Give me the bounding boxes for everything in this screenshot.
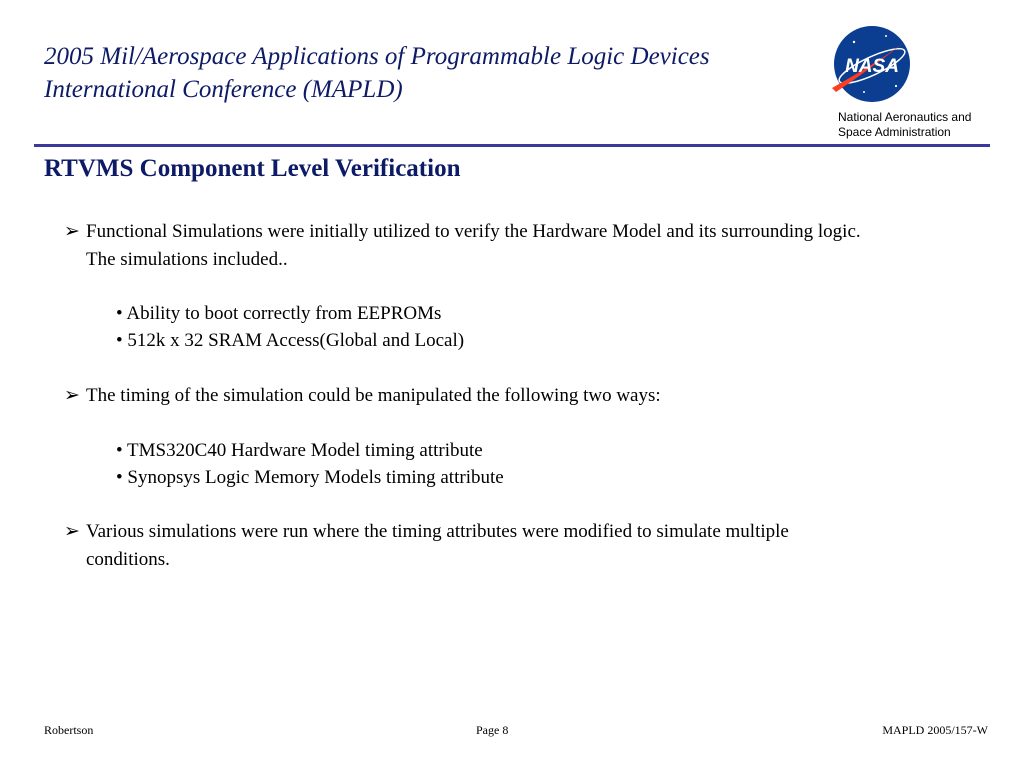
bullet-text: The timing of the simulation could be manipulated the following two ways:	[86, 385, 661, 406]
slide-title: RTVMS Component Level Verification	[44, 155, 461, 182]
bullet-item	[64, 518, 864, 574]
sub-bullet-item: • 512k x 32 SRAM Access(Global and Local)	[116, 330, 465, 351]
agency-name-line1: National Aeronautics and	[838, 110, 972, 124]
bullet-item	[64, 218, 864, 274]
arrow-bullet-icon: ➢	[64, 221, 80, 242]
sub-bullet-item: • Synopsys Logic Memory Models timing attribute	[116, 467, 504, 488]
arrow-bullet-icon: ➢	[64, 521, 80, 542]
footer-document-id: MAPLD 2005/157-W	[882, 723, 988, 737]
agency-name	[838, 110, 971, 140]
bullet-text: Functional Simulations were initially utilized to verify the Hardware Model and its surrounding logic. The simulations included..	[86, 221, 861, 270]
sub-bullet-item: • Ability to boot correctly from EEPROMs	[116, 303, 442, 324]
footer-author: Robertson	[44, 723, 94, 737]
nasa-logo-text: NASA	[845, 56, 899, 77]
conference-title	[44, 40, 802, 106]
footer-page-number: Page 8	[476, 723, 509, 737]
conference-title-line2: International Conference (MAPLD)	[44, 76, 403, 103]
nasa-logo	[826, 20, 922, 112]
header-divider	[34, 144, 990, 147]
bullet-item	[64, 382, 864, 410]
arrow-bullet-icon: ➢	[64, 385, 80, 406]
bullet-text: Various simulations were run where the timing attributes were modified to simulate multiple conditions.	[86, 521, 789, 570]
agency-name-line2: Space Administration	[838, 125, 951, 139]
sub-bullet-item: • TMS320C40 Hardware Model timing attribute	[116, 440, 483, 461]
conference-title-line1: 2005 Mil/Aerospace Applications of Programmable Logic Devices	[44, 43, 710, 70]
